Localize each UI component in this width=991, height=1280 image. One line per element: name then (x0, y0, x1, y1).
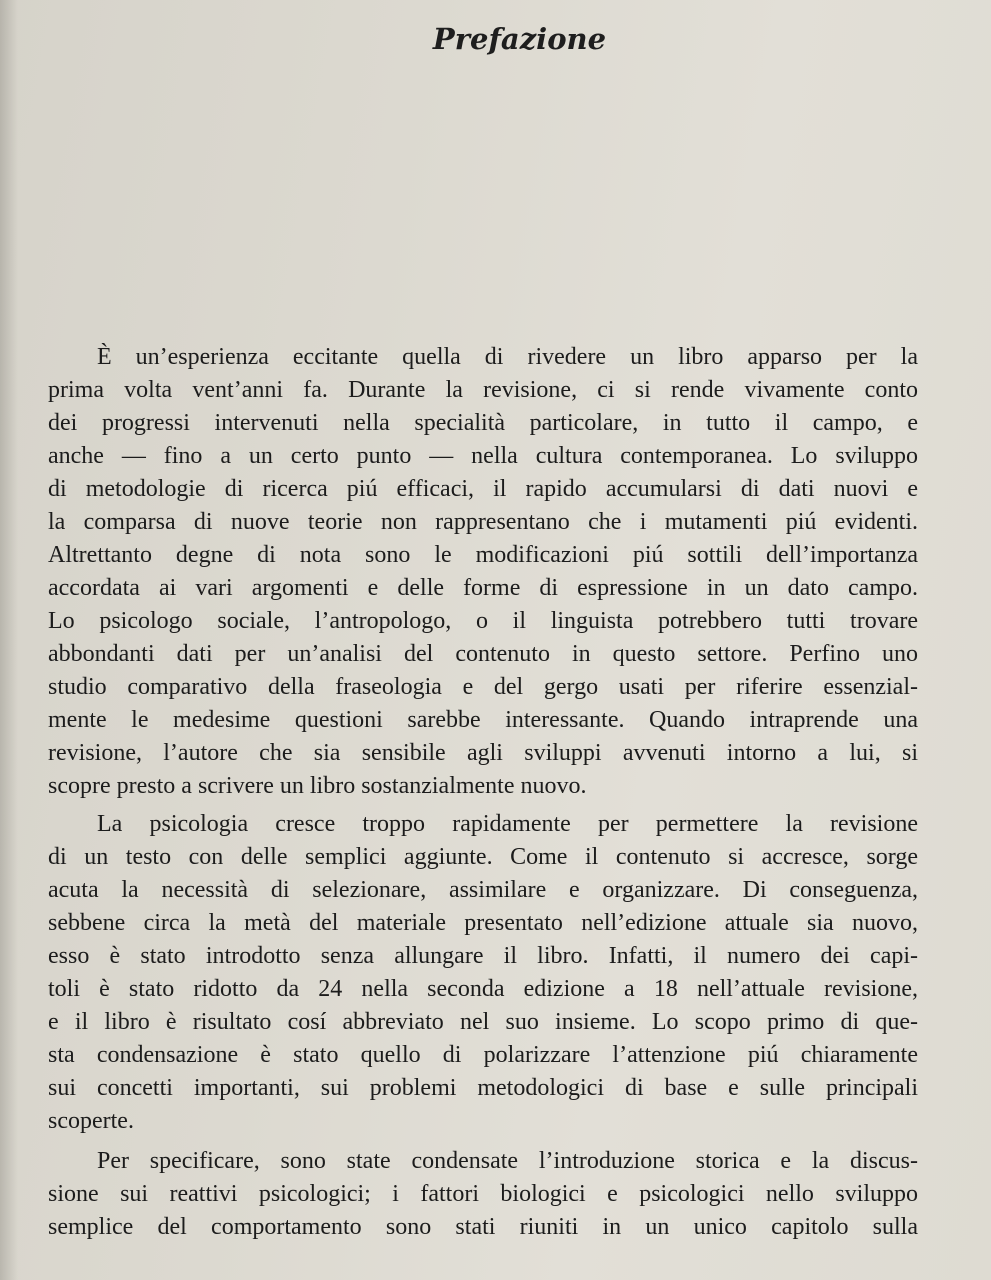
text-line: mente le medesime questioni sarebbe interessante. Quando intraprende una (48, 707, 918, 733)
text-line: abbondanti dati per un’analisi del contenuto in questo settore. Perfino uno (48, 641, 918, 667)
text-line: dei progressi intervenuti nella specialità particolare, in tutto il campo, e (48, 410, 918, 436)
text-line: La psicologia cresce troppo rapidamente per permettere la revisione (97, 811, 918, 837)
text-line: di metodologie di ricerca piú efficaci, il rapido accumularsi di dati nuovi e (48, 476, 918, 502)
text-line: revisione, l’autore che sia sensibile agli sviluppi avvenuti intorno a lui, si (48, 740, 918, 766)
text-line: sione sui reattivi psicologici; i fattori biologici e psicologici nello sviluppo (48, 1181, 918, 1207)
text-line: e il libro è risultato cosí abbreviato nel suo insieme. Lo scopo primo di que- (48, 1009, 918, 1035)
text-line: scopre presto a scrivere un libro sostanzialmente nuovo. (48, 773, 587, 799)
text-line: prima volta vent’anni fa. Durante la revisione, ci si rende vivamente conto (48, 377, 918, 403)
page-gutter-shadow (0, 0, 18, 1280)
text-line: toli è stato ridotto da 24 nella seconda edizione a 18 nell’attuale revisione, (48, 976, 918, 1002)
text-line: Altrettanto degne di nota sono le modificazioni piú sottili dell’importanza (48, 542, 918, 568)
text-line: sta condensazione è stato quello di polarizzare l’attenzione piú chiaramente (48, 1042, 918, 1068)
text-line: studio comparativo della fraseologia e del gergo usati per riferire essenzial- (48, 674, 918, 700)
text-line: acuta la necessità di selezionare, assimilare e organizzare. Di conseguenza, (48, 877, 918, 903)
text-line: di un testo con delle semplici aggiunte. Come il contenuto si accresce, sorge (48, 844, 918, 870)
text-line: Lo psicologo sociale, l’antropologo, o il linguista potrebbero tutti trovare (48, 608, 918, 634)
text-line: semplice del comportamento sono stati riuniti in un unico capitolo sulla (48, 1214, 918, 1240)
text-line: scoperte. (48, 1108, 134, 1134)
text-line: sui concetti importanti, sui problemi metodologici di base e sulle principali (48, 1075, 918, 1101)
text-line: esso è stato introdotto senza allungare il libro. Infatti, il numero dei capi- (48, 943, 918, 969)
text-line: la comparsa di nuove teorie non rappresentano che i mutamenti piú evidenti. (48, 509, 918, 535)
text-line: È un’esperienza eccitante quella di rivedere un libro apparso per la (97, 344, 918, 370)
text-line: accordata ai vari argomenti e delle forme di espressione in un dato campo. (48, 575, 918, 601)
page-title: Prefazione (432, 22, 607, 56)
text-line: anche — fino a un certo punto — nella cultura contemporanea. Lo sviluppo (48, 443, 918, 469)
text-line: sebbene circa la metà del materiale presentato nell’edizione attuale sia nuovo, (48, 910, 918, 936)
text-line: Per specificare, sono state condensate l’introduzione storica e la discus- (97, 1148, 918, 1174)
